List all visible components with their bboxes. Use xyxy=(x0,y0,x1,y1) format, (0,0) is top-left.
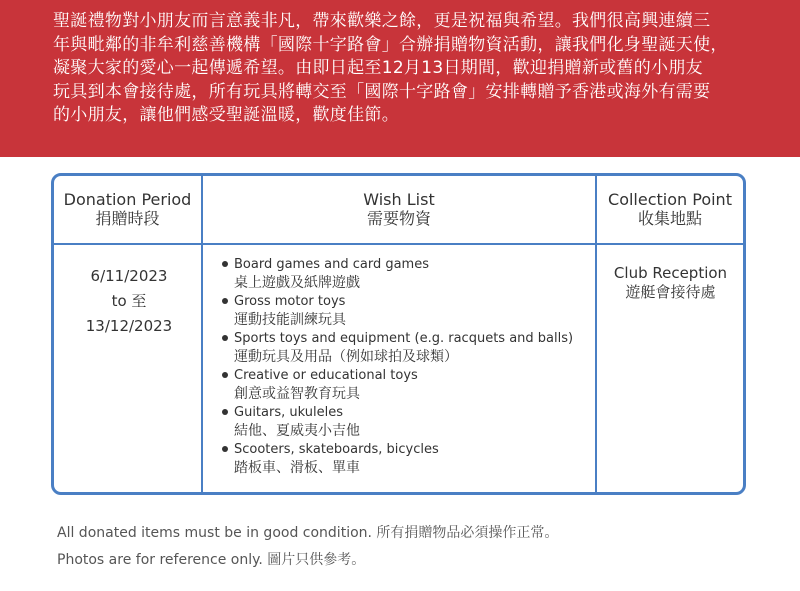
wish-item-zh: 結他、夏威夷小吉他 xyxy=(234,423,360,439)
footnotes xyxy=(57,520,558,574)
collection-point-cell xyxy=(598,264,743,302)
bullet-icon xyxy=(222,335,228,341)
bullet-icon xyxy=(222,446,228,452)
wish-item-en: Creative or educational toys xyxy=(234,368,418,383)
header-zh: 需要物資 xyxy=(366,209,431,228)
header-zh: 捐贈時段 xyxy=(95,209,160,228)
banner xyxy=(0,0,800,157)
header-zh: 收集地點 xyxy=(637,209,702,228)
wish-item-zh: 桌上遊戲及紙牌遊戲 xyxy=(234,275,360,291)
wish-item-zh: 運動技能訓練玩具 xyxy=(234,312,346,328)
wish-item-en: Guitars, ukuleles xyxy=(234,405,343,420)
header-en: Donation Period xyxy=(63,190,192,209)
period-end-date: 13/12/2023 xyxy=(85,317,173,335)
wish-item-zh: 踏板車、滑板、單車 xyxy=(234,460,360,476)
header-en: Wish List xyxy=(363,190,435,209)
bullet-icon xyxy=(222,298,228,304)
bullet-icon xyxy=(222,372,228,378)
period-to-label: to 至 xyxy=(111,292,147,310)
donation-table xyxy=(51,173,746,495)
wish-item-en: Sports toys and equipment (e.g. racquets and balls) xyxy=(234,331,574,346)
wish-item-en: Scooters, skateboards, bicycles xyxy=(234,442,439,457)
condition-note: All donated items must be in good condition. 所有捐贈物品必須操作正常。 xyxy=(57,525,559,541)
header-en: Collection Point xyxy=(608,190,732,209)
header-wish-list xyxy=(203,190,595,228)
header-donation-period xyxy=(54,190,201,228)
collection-en: Club Reception xyxy=(613,264,728,282)
wish-item-en: Gross motor toys xyxy=(234,294,346,309)
wish-list xyxy=(222,256,602,478)
list-item xyxy=(222,367,602,403)
list-item xyxy=(222,330,602,366)
list-item xyxy=(222,404,602,440)
list-item xyxy=(222,293,602,329)
banner-announcement-text: 聖誕禮物對小朋友而言意義非凡，帶來歡樂之餘，更是祝福與希望。我們很高興連續三 年與毗鄰的非牟利慈善機構「國際十字路會」合辦捐贈物資活動，讓我們化身聖誕天使， 凝聚大家的愛心一起傳遞希望。由即日起至12月13日期間，歡迎捐贈新或舊的小朋友 玩具到本會接待處，所有玩具將轉交至「國際十字路會」安排轉贈予香港或海外有需要 的小朋友，讓他們感受聖誕溫暖，歡度佳節。 xyxy=(53,11,728,125)
period-start-date: 6/11/2023 xyxy=(90,267,168,285)
wish-item-en: Board games and card games xyxy=(234,257,429,272)
list-item xyxy=(222,441,602,477)
header-divider xyxy=(54,243,743,245)
bullet-icon xyxy=(222,261,228,267)
header-collection-point xyxy=(597,190,743,228)
photo-note: Photos are for reference only. 圖片只供參考。 xyxy=(57,552,366,568)
collection-zh: 遊艇會接待處 xyxy=(625,283,716,301)
wish-item-zh: 創意或益智教育玩具 xyxy=(234,386,360,402)
bullet-icon xyxy=(222,409,228,415)
donation-period-cell xyxy=(54,264,204,339)
list-item xyxy=(222,256,602,292)
wish-item-zh: 運動玩具及用品（例如球拍及球類） xyxy=(234,349,458,365)
